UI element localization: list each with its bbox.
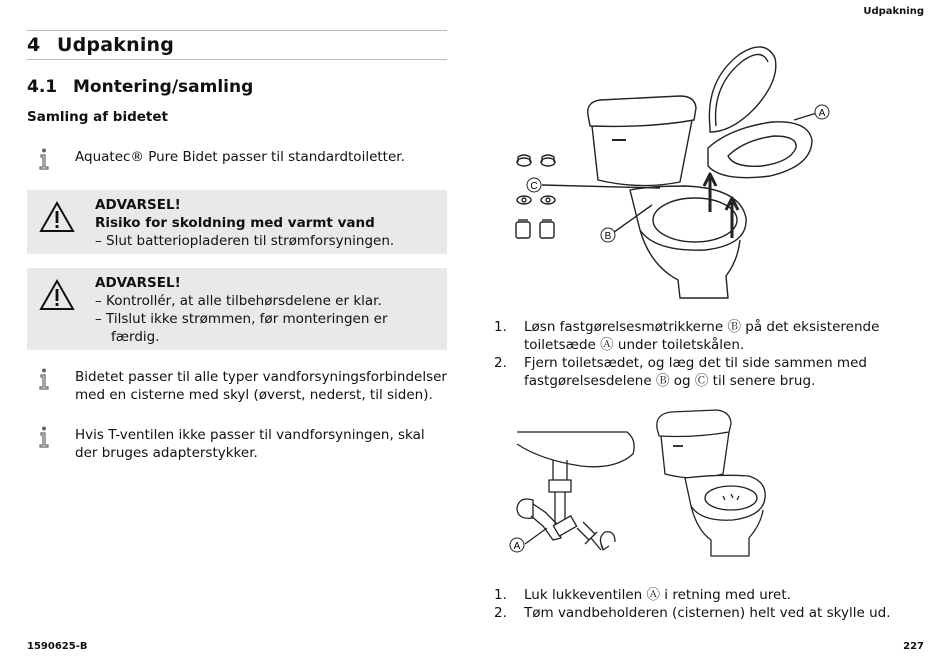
subsection-heading: Samling af bidetet xyxy=(27,109,168,125)
list-item: 1. Løsn fastgørelsesmøtrikkerne Ⓑ på det eksisterende toiletsæde Ⓐ under toiletskålen. xyxy=(494,319,880,353)
step-list-1 xyxy=(494,318,894,390)
list-item: 1. Luk lukkeventilen Ⓐ i retning med uret. xyxy=(494,587,791,603)
list-item: 2. Tøm vandbeholderen (cisternen) helt ved at skylle ud. xyxy=(494,605,891,621)
warning-box-1 xyxy=(27,190,447,254)
section-number: 4.1 xyxy=(27,77,58,97)
warning-title: ADVARSEL! xyxy=(95,197,181,213)
warning-item: – Kontrollér, at alle tilbehørsdelene er klar. xyxy=(95,293,382,309)
warning-subtitle: Risiko for skoldning med varmt vand xyxy=(95,215,375,231)
chapter-title: Udpakning xyxy=(57,34,175,56)
callout-a xyxy=(815,105,829,119)
warning-box-2 xyxy=(27,268,447,350)
info-icon xyxy=(38,426,50,448)
chapter-heading xyxy=(27,30,447,60)
callout-a-label: A xyxy=(818,108,826,119)
info-note-text: Aquatec® Pure Bidet passer til standardtoiletter. xyxy=(75,149,405,165)
info-note-2 xyxy=(34,366,447,406)
warning-item: – Tilslut ikke strømmen, før monteringen er færdig. xyxy=(95,311,388,345)
info-icon xyxy=(38,368,50,390)
callout-b xyxy=(601,228,615,242)
callout-a-label: A xyxy=(513,541,521,552)
chapter-number: 4 xyxy=(27,34,41,56)
step-list-2 xyxy=(494,586,894,622)
warning-title: ADVARSEL! xyxy=(95,275,181,291)
callout-c-label: C xyxy=(530,181,538,192)
warning-item: – Slut batteriopladeren til strømforsyningen. xyxy=(95,233,395,249)
section-heading xyxy=(27,77,253,97)
running-header: Udpakning xyxy=(863,6,924,17)
info-note-3 xyxy=(34,424,447,464)
list-item: 2. Fjern toiletsædet, og læg det til side sammen med fastgørelsesdelene Ⓑ og Ⓒ til senere brug. xyxy=(494,355,867,389)
toilet-seat-removal-illustration xyxy=(500,40,840,305)
warning-triangle-icon xyxy=(39,201,75,233)
page-number: 227 xyxy=(903,641,924,652)
callout-b-label: B xyxy=(604,231,612,242)
callout-a xyxy=(510,538,524,552)
info-icon xyxy=(38,148,50,170)
warning-triangle-icon xyxy=(39,279,75,311)
info-note-1 xyxy=(34,146,447,174)
info-note-text: Hvis T-ventilen ikke passer til vandforsyningen, skal der bruges adapterstykker. xyxy=(75,427,425,461)
section-title: Montering/samling xyxy=(73,77,254,97)
callout-c xyxy=(527,178,541,192)
document-number: 1590625-B xyxy=(27,641,88,652)
info-note-text: Bidetet passer til alle typer vandforsyningsforbindelser med en cisterne med skyl (øverst, nederst, til siden). xyxy=(75,369,447,403)
shutoff-valve-illustration xyxy=(505,400,775,565)
